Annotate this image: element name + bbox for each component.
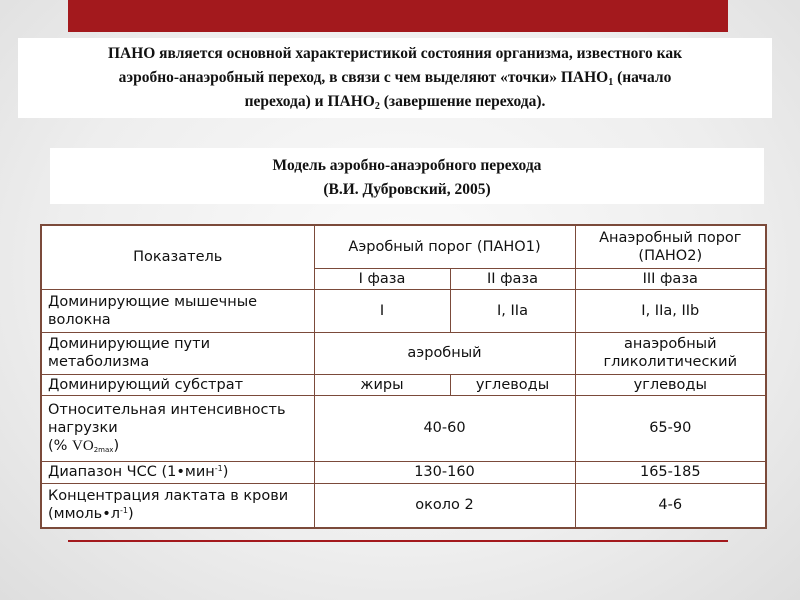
transition-model-table xyxy=(40,224,767,529)
header-indicator: Показатель xyxy=(41,225,314,289)
row-label-substrate: Доминирующий субстрат xyxy=(41,374,314,395)
cell-fibers-phase-1: I xyxy=(314,289,450,332)
model-title: Модель аэробно-анаэробного перехода xyxy=(272,157,542,174)
intro-line-1: ПАНО является основной характеристикой состояния организма, известного как xyxy=(107,45,683,62)
header-phase-3: III фаза xyxy=(575,268,766,289)
intro-line-3: перехода) и $ПАНО_2$ (завершение перехода). xyxy=(244,93,546,112)
header-phase-1: I фаза xyxy=(314,268,450,289)
cell-heart-rate-phase-3: 165-185 xyxy=(575,461,766,483)
row-label-intensity: Относительная интенсивность нагрузки (% $VO_{2max}$) xyxy=(41,395,314,461)
cell-lactate-phase-1-2: около 2 xyxy=(314,483,575,528)
cell-fibers-phase-3: I, IIa, IIb xyxy=(575,289,766,332)
model-author: (В.И. Дубровский, 2005) xyxy=(323,181,491,198)
table-header-row xyxy=(41,225,766,268)
model-title-box xyxy=(50,148,764,204)
top-accent-bar xyxy=(68,0,728,32)
intro-text-box xyxy=(18,38,772,118)
table-row xyxy=(41,374,766,395)
cell-substrate-phase-3: углеводы xyxy=(575,374,766,395)
cell-intensity-phase-3: 65-90 xyxy=(575,395,766,461)
table-row xyxy=(41,289,766,332)
header-aerobic-threshold: Аэробный порог (ПАНО1) xyxy=(314,225,575,268)
cell-metabolism-phase-3: анаэробный гликолитический xyxy=(575,332,766,374)
header-phase-2: II фаза xyxy=(450,268,575,289)
table-row xyxy=(41,395,766,461)
cell-substrate-phase-2: углеводы xyxy=(450,374,575,395)
cell-fibers-phase-2: I, IIa xyxy=(450,289,575,332)
intro-line-2: аэробно-анаэробный переход, в связи с чем выделяют «точки» $ПАНО_1$ (начало xyxy=(118,69,672,88)
row-label-lactate: Концентрация лактата в крови $(ммоль•л^{-1})$ xyxy=(41,483,314,528)
bottom-accent-line xyxy=(68,540,728,542)
cell-heart-rate-phase-1-2: 130-160 xyxy=(314,461,575,483)
table-row xyxy=(41,483,766,528)
table-row xyxy=(41,461,766,483)
header-anaerobic-threshold: Анаэробный порог (ПАНО2) xyxy=(575,225,766,268)
row-label-fibers: Доминирующие мышечные волокна xyxy=(41,289,314,332)
table-row xyxy=(41,332,766,374)
cell-substrate-phase-1: жиры xyxy=(314,374,450,395)
cell-metabolism-phase-1-2: аэробный xyxy=(314,332,575,374)
cell-intensity-phase-1-2: 40-60 xyxy=(314,395,575,461)
cell-lactate-phase-3: 4-6 xyxy=(575,483,766,528)
row-label-metabolism: Доминирующие пути метаболизма xyxy=(41,332,314,374)
row-label-heart-rate: Диапазон ЧСС (1•мин$^{-1}$) xyxy=(41,461,314,483)
